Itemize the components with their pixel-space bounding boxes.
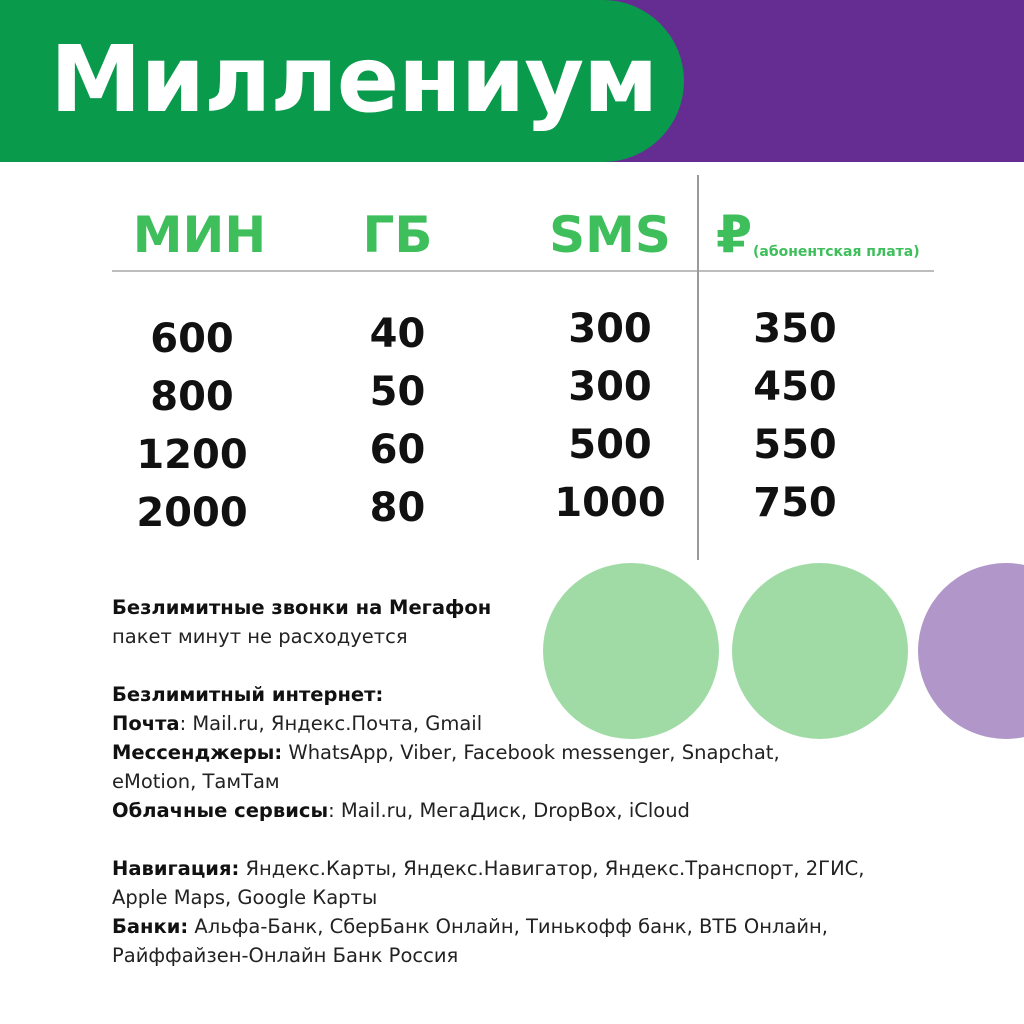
mail-label: Почта: [112, 712, 180, 735]
cell-sms: 300: [568, 306, 652, 352]
cell-gb: 60: [369, 427, 426, 473]
header-gb: ГБ: [362, 206, 433, 264]
nav-text: Яндекс.Карты, Яндекс.Навигатор, Яндекс.Транспорт, 2ГИС,: [239, 857, 865, 880]
calls-title: Безлимитные звонки на Мегафон: [112, 596, 492, 619]
messengers-text: WhatsApp, Viber, Facebook messenger, Snapchat,: [282, 741, 780, 764]
column-price: [740, 300, 850, 532]
header-min: МИН: [132, 206, 267, 264]
calls-text: пакет минут не расходуется: [112, 625, 408, 648]
cell-sms: 1000: [554, 480, 666, 526]
mail-text: : Mail.ru, Яндекс.Почта, Gmail: [179, 712, 483, 735]
cell-price: 450: [753, 364, 837, 410]
cell-min: 2000: [136, 490, 248, 536]
cell-gb: 40: [369, 311, 426, 357]
cell-price: 750: [753, 480, 837, 526]
banks-label: Банки:: [112, 915, 189, 938]
cloud-text: : Mail.ru, МегаДиск, DropBox, iCloud: [328, 799, 690, 822]
messengers-text-cont: eMotion, ТамТам: [112, 770, 280, 793]
cell-min: 800: [150, 374, 234, 420]
cell-gb: 80: [369, 485, 426, 531]
tariff-details: [112, 593, 942, 970]
header-sms: SMS: [549, 206, 671, 264]
cell-gb: 50: [369, 369, 426, 415]
banks-text: Альфа-Банк, СберБанк Онлайн, Тинькофф банк, ВТБ Онлайн,: [188, 915, 828, 938]
cell-sms: 500: [568, 422, 652, 468]
column-divider: [697, 175, 699, 560]
cloud-line: [112, 796, 942, 825]
messengers-line: [112, 738, 942, 767]
column-sms: [530, 300, 690, 532]
ruble-icon: ₽: [716, 205, 753, 265]
nav-text-cont: Apple Maps, Google Карты: [112, 886, 378, 909]
column-gb: [340, 305, 455, 537]
messengers-label: Мессенджеры:: [112, 741, 283, 764]
banks-line: [112, 912, 942, 941]
banks-text-cont: Райффайзен-Онлайн Банк Россия: [112, 944, 459, 967]
mail-line: [112, 709, 942, 738]
page-title: Миллениум: [50, 26, 658, 133]
nav-line: [112, 854, 942, 883]
header-fee-note: (абонентская плата): [753, 244, 920, 260]
internet-title: Безлимитный интернет:: [112, 683, 384, 706]
nav-label: Навигация:: [112, 857, 240, 880]
column-min: [112, 310, 272, 542]
cell-sms: 300: [568, 364, 652, 410]
header-divider: [112, 270, 934, 272]
cell-min: 600: [150, 316, 234, 362]
cell-price: 550: [753, 422, 837, 468]
internet-line: [112, 680, 942, 709]
calls-line: [112, 593, 942, 622]
cell-min: 1200: [136, 432, 248, 478]
cloud-label: Облачные сервисы: [112, 799, 329, 822]
cell-price: 350: [753, 306, 837, 352]
